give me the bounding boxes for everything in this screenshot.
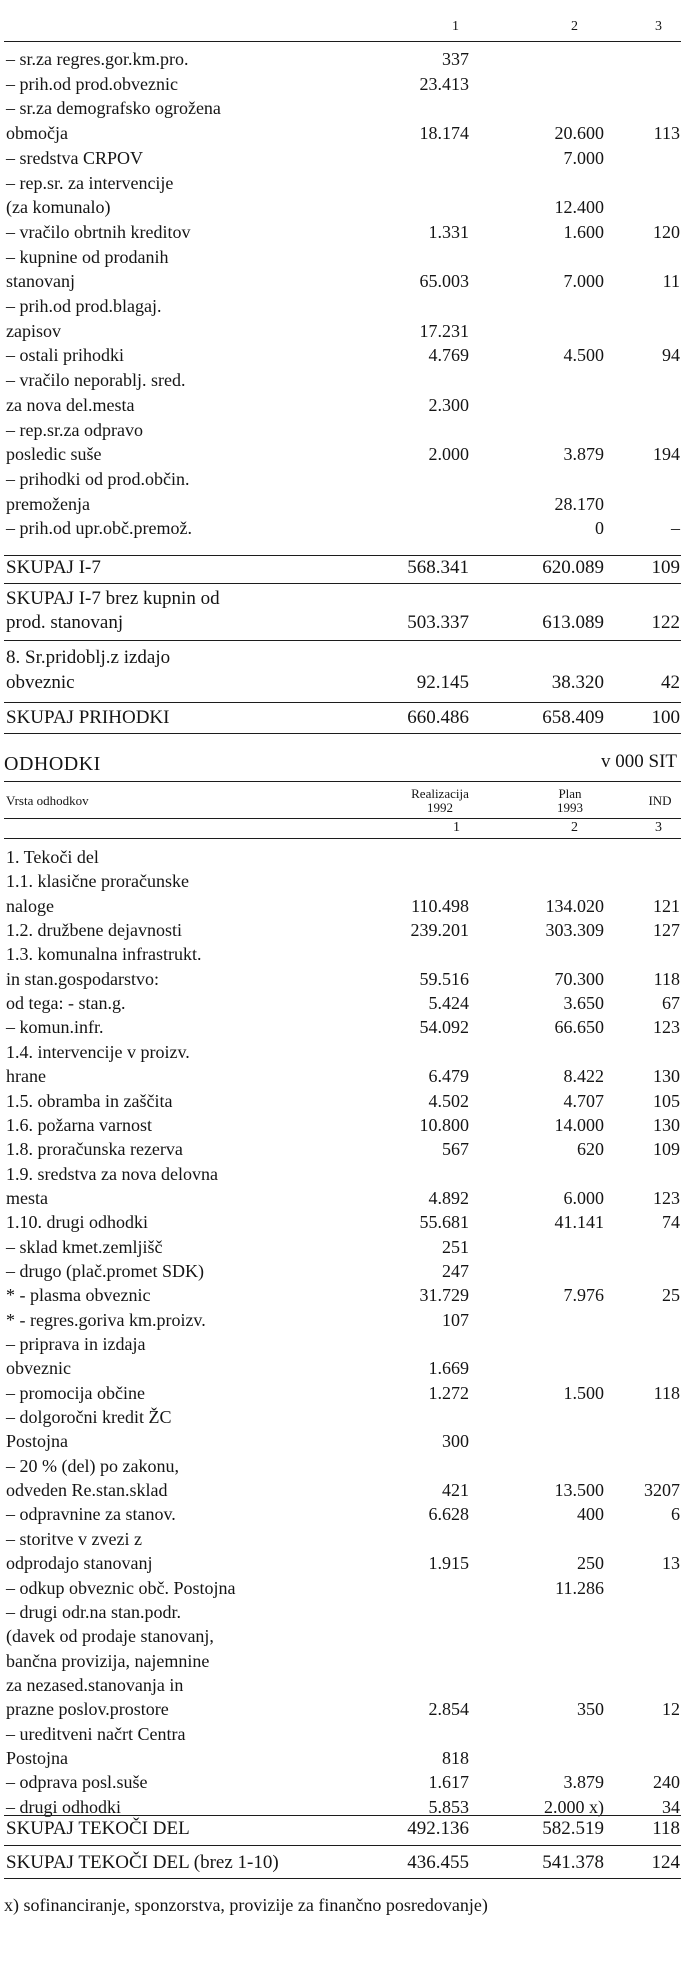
expense-row [0,1333,687,1355]
value-col3: 94 [662,345,680,366]
value-col3: – [671,518,680,539]
value-col3: 109 [651,557,680,578]
row-label: – odkup obveznic obč. Postojna [6,1577,236,1598]
expense-row [0,1650,687,1672]
value-col3: 109 [653,1139,680,1160]
rule-after-grand-total [4,733,681,734]
income-total-row [0,707,687,729]
value-col2: 14.000 [554,1114,604,1135]
expense-row [0,919,687,941]
value-col1: 31.729 [419,1285,469,1306]
value-col3: 42 [661,672,680,693]
row-label: (davek od prodaje stanovanj, [6,1626,214,1647]
expense-row [0,1528,687,1550]
income-row [0,147,687,169]
value-col1: 55.681 [419,1212,469,1233]
expense-row [0,1138,687,1160]
value-col2: 3.879 [563,444,604,465]
row-label: – priprava in izdaja [6,1334,146,1354]
expense-row [0,1771,687,1793]
income-row [0,320,687,342]
row-label: odprodajo stanovanj [6,1553,153,1574]
row-label: 1.9. sredstva za nova delovna [6,1163,218,1184]
value-col1: 10.800 [419,1114,469,1135]
expense-row [0,1552,687,1574]
income-row [0,97,687,119]
value-col3: 6 [671,1504,680,1525]
row-label: – rep.sr.za odpravo [6,419,143,440]
value-col3: 123 [653,1017,680,1038]
rule-after-total-2 [4,640,681,641]
expense-total-row [0,1852,687,1874]
value-col2: 12.400 [554,197,604,218]
expenses-header-col2-line1: Plan [558,786,582,801]
value-col3: 121 [653,895,680,916]
value-col2: 2.000 x) [544,1796,604,1817]
expense-row [0,1016,687,1038]
row-label: in stan.gospodarstvo: [6,968,159,989]
income-row [0,196,687,218]
row-label: – 20 % (del) po zakonu, [6,1455,179,1476]
value-col2: 350 [577,1699,604,1720]
expense-row [0,1503,687,1525]
value-col2: 3.879 [563,1772,604,1793]
value-col1: 23.413 [419,73,469,94]
rule-after-total [4,583,681,584]
value-col2: 1.500 [563,1382,604,1403]
row-label: 8. Sr.pridoblj.z izdajo [6,647,171,668]
row-label: SKUPAJ I-7 brez kupnin od [6,588,220,609]
expenses-column-number-1: 1 [453,820,460,835]
row-label: 1.2. družbene dejavnosti [6,920,182,941]
expense-row [0,1041,687,1063]
expense-row [0,1479,687,1501]
value-col1: 247 [442,1260,469,1281]
expenses-header-col1-line1: Realizacija [411,786,469,801]
row-label: premoženja [6,493,90,514]
row-label: stanovanj [6,271,75,292]
income-row [0,48,687,70]
value-col3: 74 [662,1212,680,1233]
column-number-1: 1 [452,19,459,34]
row-label: obveznic [6,672,75,693]
value-col3: 122 [651,612,680,633]
row-label: – sredstva CRPOV [6,147,144,168]
row-label: (za komunalo) [6,197,111,218]
value-col2: 13.500 [554,1480,604,1501]
value-col1: 1.331 [428,221,469,242]
value-col1: 107 [442,1309,469,1330]
rule-before-grand-total [4,702,681,703]
rule-before-total [4,555,681,556]
value-col1: 503.337 [407,612,469,633]
row-label: za nezased.stanovanja in [6,1674,184,1695]
value-col2: 582.519 [542,1818,604,1839]
value-col2: 7.976 [563,1285,604,1306]
row-label: bančna provizija, najemnine [6,1650,210,1671]
expense-row [0,1625,687,1647]
expense-row [0,1577,687,1599]
row-label: – vračilo neporablj. sred. [6,370,186,391]
value-col1: 660.486 [407,707,469,728]
value-col1: 2.300 [428,394,469,415]
row-label: prod. stanovanj [6,612,124,633]
row-label: 1.1. klasične proračunske [6,871,189,892]
expense-row [0,1406,687,1428]
value-col1: 4.502 [428,1090,469,1111]
income-row [0,246,687,268]
income-row [0,270,687,292]
value-col1: 18.174 [419,123,469,144]
income-total-row [0,557,687,579]
expenses-column-number-3: 3 [655,820,662,835]
value-col1: 5.424 [428,993,469,1014]
value-col1: 1.669 [428,1358,469,1379]
value-col2: 541.378 [542,1852,604,1873]
value-col1: 5.853 [428,1796,469,1817]
row-label: – promocija občine [6,1382,145,1403]
expense-row [0,1284,687,1306]
value-col1: 436.455 [407,1852,469,1873]
expenses-title: ODHODKI [4,753,101,775]
rule-between-expense-totals [4,1845,681,1846]
rule-after-expense-totals [4,1878,681,1879]
expense-row [0,846,687,868]
row-label: območja [6,123,68,144]
value-col2: 400 [577,1504,604,1525]
income-total-row [0,647,687,669]
value-col3: 12 [662,1699,680,1720]
value-col2: 4.707 [563,1090,604,1111]
value-col3: 105 [653,1090,680,1111]
row-label: – ureditveni načrt Centra [6,1723,186,1744]
value-col3: 124 [651,1852,680,1873]
expenses-header-label: Vrsta odhodkov [6,793,89,808]
row-label: – rep.sr. za intervencije [6,172,174,193]
row-label: – sr.za regres.gor.km.pro. [6,49,189,69]
expense-row [0,1260,687,1282]
value-col3: 118 [652,1818,680,1839]
value-col2: 70.300 [554,968,604,989]
row-label: – vračilo obrtnih kreditov [6,221,191,242]
row-label: – storitve v zvezi z [6,1528,142,1549]
value-col1: 300 [442,1431,469,1452]
expense-row [0,1065,687,1087]
row-label: 1.8. proračunska rezerva [6,1139,183,1160]
expense-row [0,1114,687,1136]
expense-row [0,1723,687,1745]
row-label: posledic suše [6,444,102,465]
expense-row [0,1430,687,1452]
value-col3: 118 [653,968,680,989]
value-col3: 67 [662,993,680,1014]
income-row [0,394,687,416]
value-col1: 59.516 [419,968,469,989]
value-col2: 620.089 [542,557,604,578]
row-label: SKUPAJ TEKOČI DEL [6,1818,190,1839]
row-label: 1.3. komunalna infrastrukt. [6,944,202,965]
expense-row [0,870,687,892]
value-col2: 620 [577,1139,604,1160]
value-col2: 7.000 [563,271,604,292]
value-col3: 240 [653,1772,680,1793]
row-label: 1.4. intervencije v proizv. [6,1041,190,1062]
value-col2: 303.309 [545,920,604,941]
row-label: naloge [6,895,54,916]
value-col2: 4.500 [563,345,604,366]
value-col2: 658.409 [542,707,604,728]
value-col1: 4.892 [428,1187,469,1208]
value-col1: 818 [442,1747,469,1768]
value-col2: 0 [595,518,604,539]
row-label: mesta [6,1187,48,1208]
value-col2: 38.320 [551,672,604,693]
income-total-row [0,672,687,694]
row-label: – odpravnine za stanov. [6,1504,176,1525]
value-col2: 250 [577,1553,604,1574]
expenses-top-rule [4,781,681,782]
value-col1: 65.003 [419,271,469,292]
expenses-header-rule [4,818,681,819]
value-col2: 6.000 [563,1187,604,1208]
row-label: zapisov [6,320,61,341]
row-label: – prih.od upr.obč.premož. [6,518,192,539]
row-label: prazne poslov.prostore [6,1699,169,1720]
expense-row [0,895,687,917]
expense-row [0,1090,687,1112]
income-row [0,122,687,144]
row-label: – drugo (plač.promet SDK) [6,1260,204,1281]
income-row [0,369,687,391]
value-col2: 3.650 [563,993,604,1014]
row-label: SKUPAJ I-7 [6,557,101,578]
row-label: – sr.za demografsko ogrožena [6,98,221,119]
row-label: obveznic [6,1358,71,1379]
expenses-header-col2-line2: 1993 [557,800,583,815]
row-label: 1.10. drugi odhodki [6,1212,148,1233]
row-label: – prihodki od prod.občin. [6,468,190,489]
row-label: – drugi odr.na stan.podr. [6,1601,181,1622]
row-label: – odprava posl.suše [6,1772,148,1793]
expenses-header-col3: IND [648,793,672,808]
column-number-3: 3 [655,19,662,34]
expense-row [0,992,687,1014]
expense-row [0,1211,687,1233]
expense-row [0,1236,687,1258]
value-col1: 92.145 [416,672,469,693]
value-col2: 613.089 [542,612,604,633]
value-col1: 568.341 [407,557,469,578]
expense-row [0,1698,687,1720]
income-row [0,419,687,441]
expense-row [0,1187,687,1209]
value-col1: 4.769 [428,345,469,366]
value-col1: 239.201 [410,920,469,941]
income-total-row [0,612,687,634]
row-label: 1.5. obramba in zaščita [6,1090,173,1111]
value-col2: 66.650 [554,1017,604,1038]
column-number-2: 2 [571,19,578,34]
row-label: – sklad kmet.zemljišč [6,1236,163,1257]
value-col2: 134.020 [545,895,604,916]
row-label: – prih.od prod.blagaj. [6,296,162,316]
value-col1: 6.628 [428,1504,469,1525]
income-row [0,468,687,490]
row-label: Postojna [6,1747,69,1768]
value-col1: 1.915 [428,1553,469,1574]
expense-total-row [0,1818,687,1840]
expense-row [0,1455,687,1477]
row-label: SKUPAJ PRIHODKI [6,707,170,728]
row-label: * - regres.goriva km.proizv. [6,1309,206,1330]
value-col3: 3207 [644,1480,680,1501]
row-label: * - plasma obveznic [6,1285,151,1306]
value-col2: 7.000 [563,147,604,168]
value-col3: 13 [662,1553,680,1574]
expenses-column-number-2: 2 [571,820,578,835]
value-col1: 337 [442,49,469,69]
expenses-header-col1-line2: 1992 [427,800,453,815]
expense-row [0,1747,687,1769]
income-row [0,221,687,243]
row-label: – komun.infr. [6,1017,104,1038]
value-col1: 6.479 [428,1066,469,1087]
value-col3: 113 [653,123,680,144]
value-col3: 127 [653,920,680,941]
footnote: x) sofinanciranje, sponzorstva, provizije za finančno posredovanje) [4,1895,488,1915]
expenses-unit: v 000 SIT [601,751,677,772]
value-col2: 8.422 [563,1066,604,1087]
row-label: od tega: - stan.g. [6,993,126,1014]
expense-row [0,1601,687,1623]
row-label: SKUPAJ TEKOČI DEL (brez 1-10) [6,1852,279,1873]
row-label: za nova del.mesta [6,394,135,415]
value-col1: 54.092 [419,1017,469,1038]
row-label: – drugi odhodki [6,1796,121,1817]
value-col2: 28.170 [554,493,604,514]
expense-row [0,968,687,990]
value-col1: 492.136 [407,1818,469,1839]
value-col1: 1.272 [428,1382,469,1403]
row-label: odveden Re.stan.sklad [6,1480,168,1501]
value-col1: 421 [442,1480,469,1501]
expense-row [0,1382,687,1404]
row-label: – prih.od prod.obveznic [6,73,178,94]
income-row [0,493,687,515]
value-col3: 120 [653,221,680,242]
value-col2: 41.141 [554,1212,604,1233]
row-label: 1. Tekoči del [6,847,99,867]
value-col1: 251 [442,1236,469,1257]
row-label: Postojna [6,1431,69,1452]
value-col2: 1.600 [563,221,604,242]
expense-row [0,943,687,965]
row-label: – ostali prihodki [6,345,124,366]
income-row [0,344,687,366]
value-col3: 130 [653,1114,680,1135]
income-row [0,517,687,539]
value-col2: 11.286 [555,1577,604,1598]
row-label: – dolgoročni kredit ŽC [6,1407,172,1428]
value-col3: 123 [653,1187,680,1208]
row-label: 1.6. požarna varnost [6,1114,152,1135]
value-col3: 118 [653,1382,680,1403]
income-row [0,295,687,317]
income-row [0,443,687,465]
row-label: – kupnine od prodanih [6,246,169,267]
value-col3: 100 [651,707,680,728]
header-rule [4,41,681,42]
income-row [0,172,687,194]
expense-row [0,1163,687,1185]
value-col3: 34 [662,1796,680,1817]
income-row [0,73,687,95]
row-label: hrane [6,1066,46,1087]
value-col3: 11 [662,271,680,292]
value-col3: 194 [653,444,680,465]
income-total-row [0,588,687,610]
value-col1: 1.617 [428,1772,469,1793]
value-col1: 110.498 [411,895,469,916]
value-col1: 17.231 [419,320,469,341]
expense-row [0,1357,687,1379]
value-col3: 130 [653,1066,680,1087]
expense-row [0,1309,687,1331]
value-col1: 2.000 [428,444,469,465]
value-col1: 2.854 [428,1699,469,1720]
expenses-number-rule [4,838,681,839]
value-col3: 25 [662,1285,680,1306]
rule-before-expense-total [4,1815,681,1816]
value-col2: 20.600 [554,123,604,144]
expense-row [0,1674,687,1696]
value-col1: 567 [442,1139,469,1160]
